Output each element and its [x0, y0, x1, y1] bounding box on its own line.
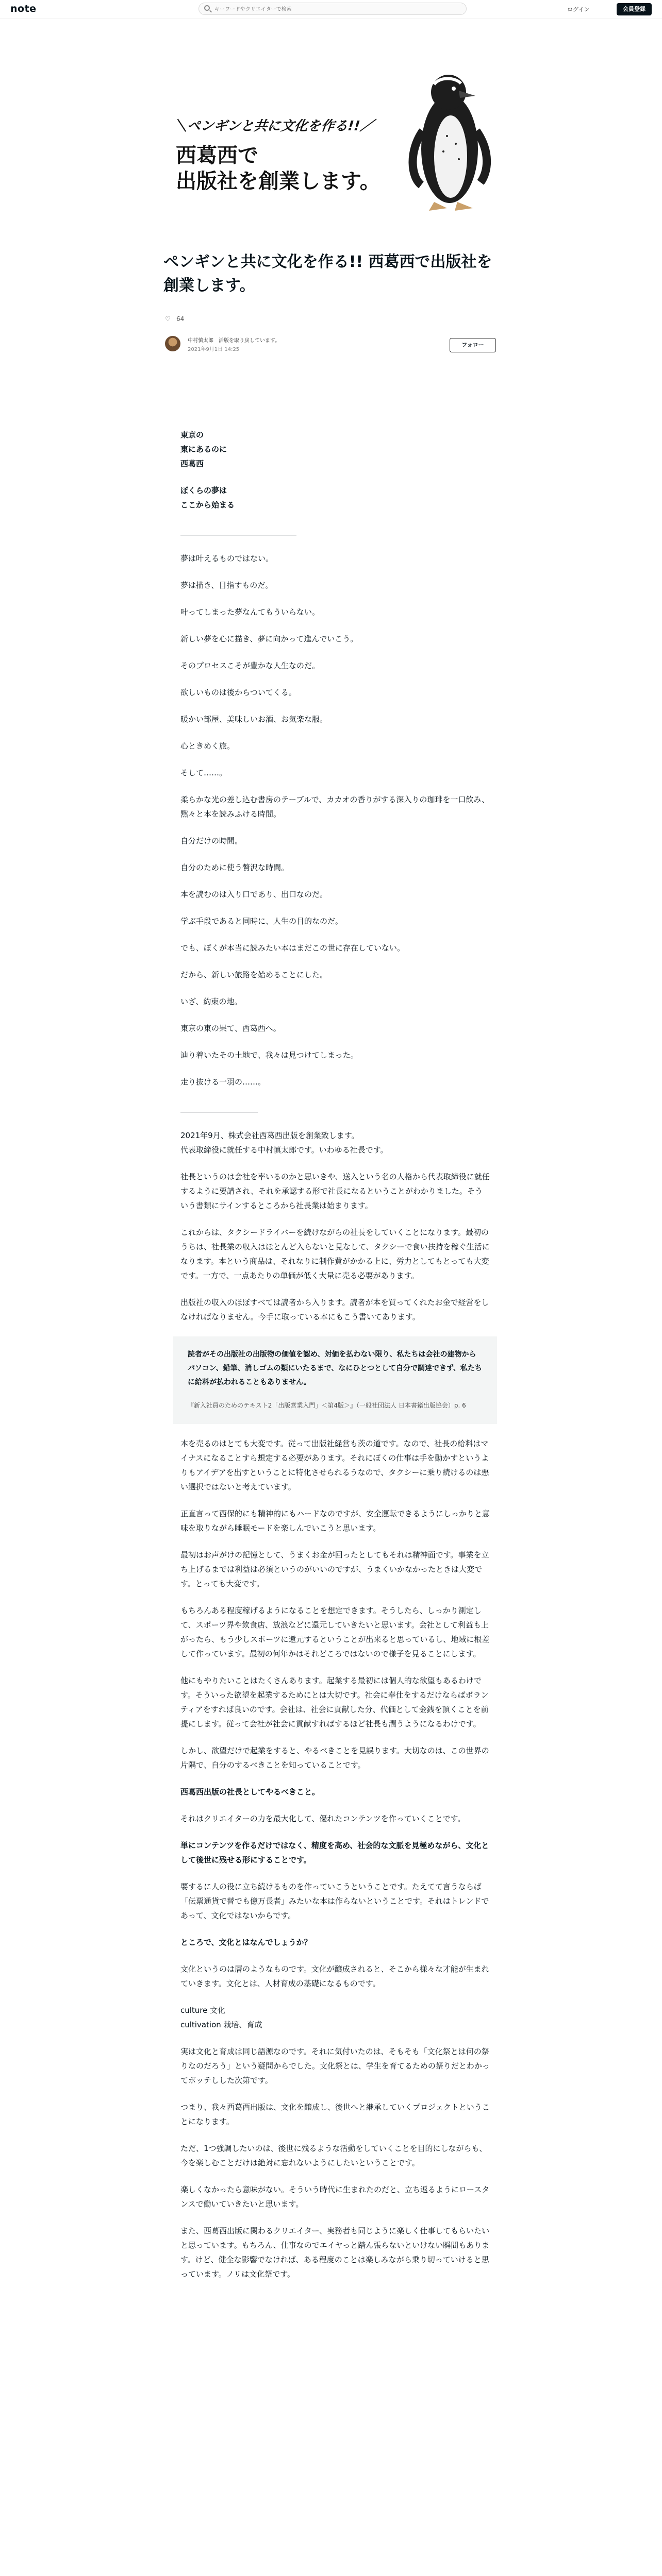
- article-paragraph: いざ、約束の地。: [180, 997, 242, 1006]
- article-paragraph: 夢は叶えるものではない。: [180, 554, 274, 563]
- article-paragraph: また、西葛西出版に関わるクリエイター、実務者も同じように楽しく仕事してもらいたいと思っています。もちろん、仕事なのでエイヤっと踏ん張らないといけない瞬間もあります。けど、健全な影響でなければ、ある程度のことは楽しみながら乗り切っていけると思っています。ノリは文化祭です。: [180, 2226, 490, 2279]
- penguin-illustration: [398, 54, 501, 218]
- article-paragraph: 2021年9月、株式会社西葛西出版を創業致します。 代表取締役に就任する中村慎太郎です。いわゆる社長です。: [180, 1131, 388, 1155]
- article-paragraph: 柔らかな光の差し込む書房のテーブルで、カカオの香りがする深入りの珈琲を一口飲み、黙々と本を読みふける時間。: [180, 795, 490, 819]
- hero-line-2: 西葛西で: [176, 144, 258, 167]
- article-paragraph: 東京の 東にあるのに 西葛西: [180, 430, 227, 468]
- search-box[interactable]: [198, 3, 467, 15]
- article-paragraph: 最初はお声がけの記憶として、うまくお金が回ったとしてもそれは精神面です。事業を立ち上げるまでは利益は必須というのがいいのですが、うまくいかなかったときは大変です。とっても大変です。: [180, 1550, 489, 1588]
- signup-button[interactable]: 会員登録: [617, 3, 652, 15]
- article-paragraph: 心ときめく旅。: [180, 741, 235, 751]
- note-logo[interactable]: note: [10, 3, 37, 14]
- article-paragraph: 西葛西出版の社長としてやるべきこと。: [180, 1787, 320, 1797]
- like-count: 64: [176, 315, 185, 323]
- article-paragraph: 新しい夢を心に描き、夢に向かって進んでいこう。: [180, 634, 358, 643]
- article-paragraph: 文化というのは層のようなものです。文化が醸成されると、そこから様々な才能が生まれていきます。文化とは、人材育成の基礎になるものです。: [180, 1964, 489, 1988]
- article-paragraph: ただ、1つ強調したいのは、後世に残るような活動をしていくことを目的にしながらも、今を楽しむことだけは絶対に忘れないようにしたいということです。: [180, 2144, 487, 2167]
- article-paragraph: 本を読むのは入り口であり、出口なのだ。: [180, 890, 328, 899]
- blockquote: [173, 1336, 497, 1424]
- article-paragraph: しかし、欲望だけで起業をすると、やるべきことを見誤ります。大切なのは、この世界の片隅で、自分のするべきことを知っていることです。: [180, 1746, 489, 1770]
- article-paragraph: つまり、我々西葛西出版は、文化を醸成し、後世へと継承していくプロジェクトということになります。: [180, 2103, 490, 2126]
- article-paragraph: そのプロセスこそが豊かな人生なのだ。: [180, 661, 320, 670]
- article-paragraph: ぼくらの夢は ここから始まる: [180, 486, 235, 510]
- article-paragraph: 要するに人の役に立ち続けるものを作っていこうということです。たえてて言うならば「伝票通貨で替でも億万長者」みたいな本は作らないということです。それはトレンドであって、文化ではないからです。: [180, 1882, 489, 1920]
- search-icon: [204, 5, 210, 11]
- hero-line-1: ＼ペンギンと共に文化を作る!!／: [173, 118, 374, 134]
- hero-line-3: 出版社を創業します。: [176, 170, 380, 193]
- article-paragraph: 他にもやりたいことはたくさんあります。起業する最初には個人的な欲望もあるわけです。そういった欲望を起業するためにとは大切です。社会に奉仕をするだけならばボランティアをすれば良いのです。会社は、社会に貢献した分、代価として金銭を頂くことを前提にします。従って会社が社会に貢献すればするほど社長も潤うようになるわけです。: [180, 1676, 489, 1728]
- hero-image: [163, 48, 499, 224]
- article-paragraph: 東京の東の果て、西葛西へ。: [180, 1024, 281, 1033]
- article-paragraph: もちろんある程度稼げるようになることを想定できます。そうしたら、しっかり測定して、スポーツ界や飲食店、放浪などに還元していきたいと思います。会社として利益も上がったら、もう少しスポーツに還元するということが出来ると思っているし、地域に根差して作っています。最初の何年かはそれどころではないので様子を見ることにします。: [180, 1606, 490, 1658]
- article-paragraph: 学ぶ手段であると同時に、人生の目的なのだ。: [180, 917, 343, 926]
- article-paragraph: 走り抜ける一羽の……。: [180, 1077, 266, 1087]
- article-paragraph: 本を売るのはとても大変です。従って出版社経営も茨の道です。なので、社長の給料はマイナスになることすら想定する必要があります。それにぼくの仕事は手を動かすというよりもアイデアを出すということに特化させられるうなので、タクシーに乗り続けるのは悪い選択ではないと考えています。: [180, 1439, 489, 1492]
- article-paragraph: 実は文化と育成は同じ語源なのです。それに気付いたのは、そもそも「文化祭とは何の祭りなのだろう」という疑問からでした。文化祭とは、学生を育てるための祭りだとわかってボッテしした次第です。: [180, 2047, 490, 2085]
- article-paragraph: 夢は描き、目指すものだ。: [180, 581, 273, 590]
- article-paragraph: 辿り着いたその土地で、我々は見つけてしまった。: [180, 1050, 358, 1060]
- article-paragraph: ＿＿＿＿＿＿＿＿＿＿: [180, 1104, 258, 1113]
- article-paragraph: ＿＿＿＿＿＿＿＿＿＿＿＿＿＿＿: [180, 527, 297, 536]
- article-title: ペンギンと共に文化を作る!! 西葛西で出版社を創業します。: [163, 253, 492, 295]
- article-paragraph: 楽しくなかったら意味がない。そういう時代に生まれたのだと、立ち返るようにロースタンスで働いていきたいと思います。: [180, 2185, 490, 2209]
- article-paragraph: でも、ぼくが本当に読みたい本はまだこの世に存在していない。: [180, 943, 405, 953]
- article-paragraph: 暖かい部屋、美味しいお酒、お気楽な服。: [180, 715, 328, 724]
- article-paragraph: そして……。: [180, 768, 227, 777]
- article-paragraph: 欲しいものは後からついてくる。: [180, 688, 296, 697]
- article-paragraph: だから、新しい旅路を始めることにした。: [180, 970, 328, 979]
- search-input[interactable]: [213, 5, 458, 14]
- follow-button[interactable]: フォロー: [450, 338, 496, 352]
- article-paragraph: それはクリエイターの力を最大化して、優れたコンテンツを作っていくことです。: [180, 1814, 466, 1823]
- site-header: [0, 0, 662, 19]
- article-paragraph: 社長というのは会社を率いるのかと思いきや、送入という名の人格から代表取締役に就任するように要請され、それを承認する形で社長になるということがわかりました。そういう書類にサインするところから社長業は始まります。: [180, 1172, 490, 1210]
- author-row: [165, 336, 500, 357]
- article-paragraph: 正直言って西保的にも精神的にもハードなのですが、安全運転できるようにしっかりと意味を取りながら睡眠モードを楽しんでいこうと思います。: [180, 1509, 490, 1533]
- article-paragraph: 叶ってしまった夢なんてもういらない。: [180, 607, 320, 617]
- article-paragraph: 自分だけの時間。: [180, 836, 243, 845]
- article-paragraph: 自分のために使う贅沢な時間。: [180, 863, 289, 872]
- quote-text: 読者がその出版社の出版物の価値を認め、対価を払わない限り、私たちは会社の建物からパソコン、鉛筆、消しゴムの類にいたるまで、なにひとつとして自分で調達できず、私たちに給料が払われることもありません。: [188, 1350, 482, 1386]
- author-avatar[interactable]: [165, 336, 180, 351]
- article-paragraph: culture 文化 cultivation 栽培、育成: [180, 2006, 262, 2029]
- article-paragraph: これからは、タクシードライバーを続けながらの社長をしていくことになります。最初のうちは、社長業の収入はほとんど入らないと見なして、タクシーで食い扶持を稼ぐ生活になります。本という商品は、それなりに制作費がかかる上に、労力としてもとっても大変です。一方で、一点あたりの単価が低く大量に売る必要があります。: [180, 1228, 490, 1280]
- login-link[interactable]: ログイン: [567, 6, 590, 13]
- publish-date: 2021年9月1日 14:25: [188, 347, 240, 352]
- like-row[interactable]: [165, 315, 184, 323]
- author-name[interactable]: 中村慎太郎 活版を取り戻しています。: [188, 338, 280, 344]
- article-paragraph: 単にコンテンツを作るだけではなく、精度を高め、社会的な文脈を見極めながら、文化として後世に残せる形にすることです。: [180, 1841, 489, 1865]
- article-body: [180, 428, 490, 2294]
- quote-source: 『新入社員のためのテキスト2「出版営業入門」＜第4版＞』（一般社団法人 日本書籍出版協会）p. 6: [188, 1402, 466, 1409]
- heart-icon[interactable]: ♡: [165, 315, 171, 323]
- article-paragraph: 出版社の収入のほぼすべては読者から入ります。読者が本を買ってくれたお金で経営をしなければなりません。今手に取っている本にもこう書いてあります。: [180, 1298, 489, 1321]
- article-paragraph: ところで、文化とはなんでしょうか？: [180, 1938, 312, 1947]
